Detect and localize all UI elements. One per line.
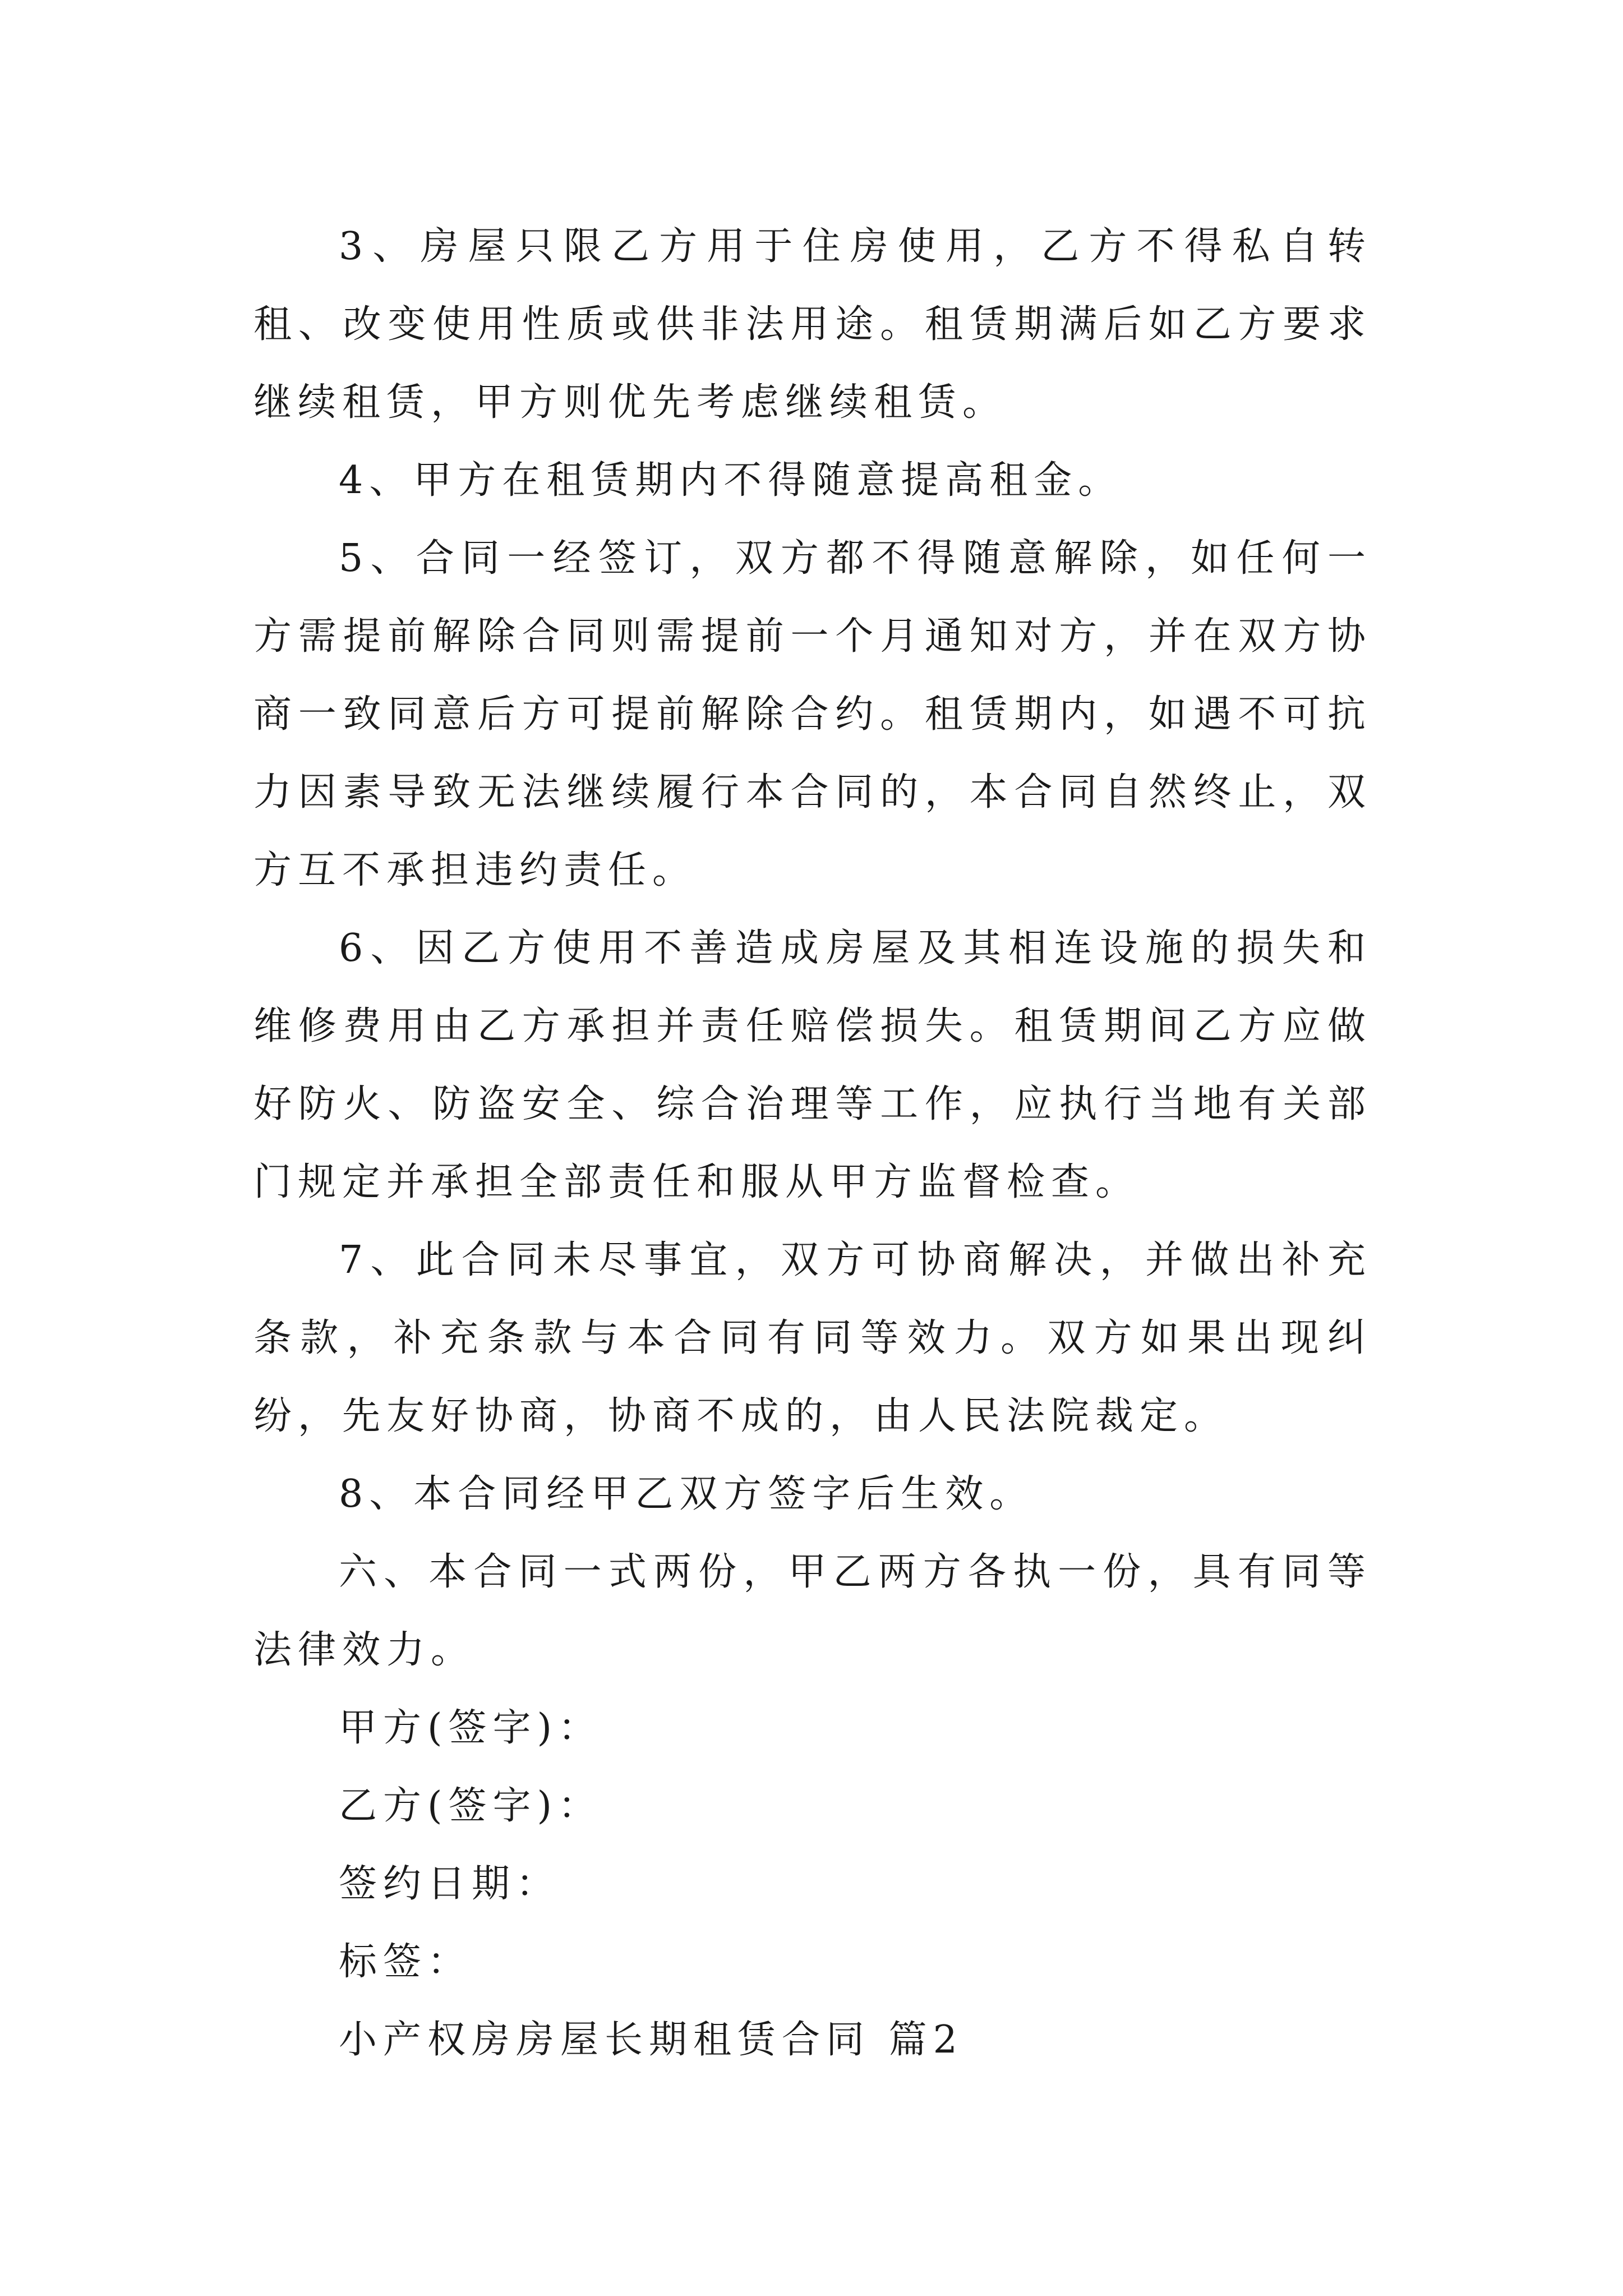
signing-date-line: 签约日期： <box>339 1862 561 1906</box>
clause-5-paragraph: 5、合同一经签订，双方都不得随意解除，如任何一方需提前解除合同则需提前一个月通知对方，并在双方协商一致同意后方可提前解除合约。租赁期内，如遇不可抗力因素导致无法继续履行本合同的，本合同自然终止，双方互不承担违约责任。 <box>253 536 1372 892</box>
document-page <box>253 208 1372 2115</box>
clause-4-paragraph: 4、甲方在租赁期内不得随意提高租金。 <box>339 458 1123 503</box>
section-six-paragraph: 六、本合同一式两份，甲乙两方各执一份，具有同等法律效力。 <box>253 1550 1372 1672</box>
tags-line: 标签： <box>339 1940 472 1984</box>
party-b-signature-line: 乙方(签字)： <box>339 1784 603 1828</box>
clause-7-paragraph: 7、此合同未尽事宜，双方可协商解决，并做出补充条款，补充条款与本合同有同等效力。双方如果出现纠纷，先友好协商，协商不成的，由人民法院裁定。 <box>253 1238 1372 1438</box>
next-contract-heading: 小产权房房屋长期租赁合同 篇2 <box>339 2018 963 2062</box>
clause-8-paragraph: 8、本合同经甲乙双方签字后生效。 <box>339 1472 1034 1516</box>
party-a-signature-line: 甲方(签字)： <box>339 1706 603 1750</box>
clause-6-paragraph: 6、因乙方使用不善造成房屋及其相连设施的损失和维修费用由乙方承担并责任赔偿损失。租赁期间乙方应做好防火、防盗安全、综合治理等工作，应执行当地有关部门规定并承担全部责任和服从甲方监督检查。 <box>253 926 1372 1204</box>
clause-3-paragraph: 3、房屋只限乙方用于住房使用，乙方不得私自转租、改变使用性质或供非法用途。租赁期满后如乙方要求继续租赁，甲方则优先考虑继续租赁。 <box>253 224 1372 425</box>
